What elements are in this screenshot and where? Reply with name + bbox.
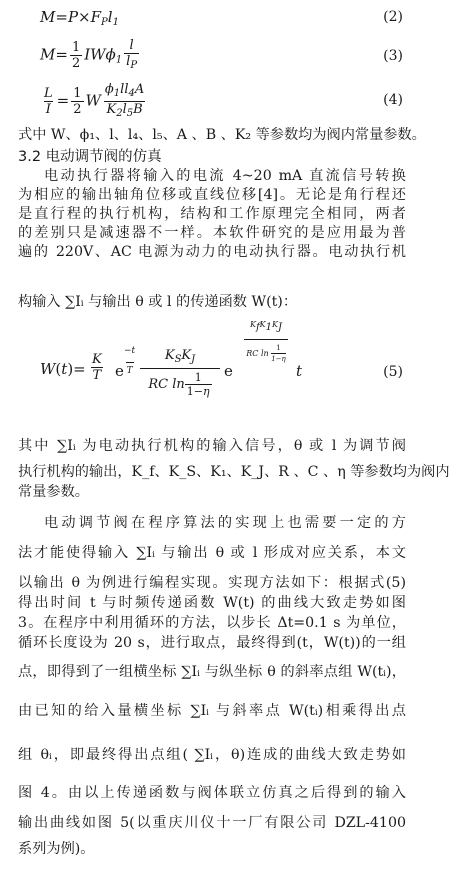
text-line: 执行机构的输出，K_f、K_S、K₁、K_J、R 、C 、η 等参数均为阀内 — [18, 464, 450, 480]
equation-5-exp-power: KfK1KJ RC ln $\frac{1}{1-\eta}$ — [236, 320, 296, 364]
equation-2-formula: $M=P\times F_Pl_1$ — [40, 8, 119, 28]
text-line: 电动执行器将输入的电流 4~20 mA 直流信号转换 — [44, 168, 406, 184]
equation-4-formula: $\frac{L}{I}$ = $\frac{1}{2}$ W $\frac{\phi_1ll_4A}{K_2l_5B}$ — [44, 82, 145, 119]
text-line: 由已知的给入量横坐标 ∑Iᵢ 与斜率点 W(tᵢ)相乘得出点 — [18, 703, 406, 719]
text-line: 组 θᵢ，即最终得出点组( ∑Iᵢ，θ)连成的曲线大致走势如 — [18, 747, 406, 763]
equation-5-fraction-main: $K_SK_J$ RC ln $\frac{1}{1-\eta}$ — [140, 348, 220, 398]
text-line: 系列为例)。 — [18, 841, 95, 857]
text-line: 是直行程的执行机构，结构和工作原理完全相同，两者 — [18, 206, 406, 222]
text-line: 循环长度设为 20 s，进行取点，最终得到(t，W(t))的一组 — [18, 635, 406, 651]
equation-5-variable-t: t — [296, 362, 303, 380]
equation-5-exp: e — [224, 362, 233, 380]
equation-3 — [0, 36, 417, 76]
text-line: 以输出 θ 为例进行编程实现。实现方法如下：根据式(5) — [18, 575, 406, 591]
text-line: 输出曲线如图 5(以重庆川仪十一厂有限公司 DZL-4100 — [18, 815, 406, 831]
text-line: 3。在程序中利用循环的方法，以步长 Δt=0.1 s 为单位， — [18, 615, 406, 631]
text-line: 电动调节阀在程序算法的实现上也需要一定的方 — [44, 515, 406, 531]
equation-3-formula: M= $\frac{1}{2}$ IWϕ$_1$ $\frac{l}{l_P}$ — [40, 38, 138, 71]
equation-5 — [0, 320, 417, 430]
equation-5-exp: e — [115, 362, 124, 380]
equation-number: (5) — [383, 364, 403, 380]
text-line: 点，即得到了一组横坐标 ∑Iᵢ 与纵坐标 θ 的斜率点组 W(tᵢ)， — [18, 664, 406, 680]
text-line: 式中 W、ϕ₁、l、l₄、l₅、A 、B 、K₂ 等参数均为阀内常量参数。 — [18, 127, 426, 143]
equation-4 — [0, 80, 417, 120]
text-line: 为相应的输出轴角位移或直线位移[4]。无论是角行程还 — [18, 187, 406, 203]
section-heading: 3.2 电动调节阀的仿真 — [18, 149, 162, 165]
equation-2 — [0, 6, 417, 28]
equation-5-fraction-k-t: $\frac{K}{T}$ — [92, 352, 102, 383]
equation-5-exp-power: −t T — [124, 346, 136, 376]
text-line: 其中 ∑Iᵢ 为电动执行机构的输入信号，θ 或 l 为调节阀 — [18, 438, 406, 454]
equation-number: (2) — [383, 9, 403, 25]
text-line: 构输入 ∑Iᵢ 与输出 θ 或 l 的传递函数 W(t)： — [18, 294, 298, 310]
text-line: 图 4。由以上传递函数与阀体联立仿真之后得到的输入 — [18, 785, 406, 801]
equation-number: (4) — [383, 92, 403, 108]
text-line: 得出时间 t 与时频传递函数 W(t) 的曲线大致走势如图 — [18, 595, 406, 611]
text-line: 常量参数。 — [18, 484, 89, 500]
equation-5-lhs: W(t)= — [40, 360, 86, 378]
equation-number: (3) — [383, 48, 403, 64]
text-line: 法才能使得输入 ∑Iᵢ 与输出 θ 或 l 形成对应关系，本文 — [18, 545, 406, 561]
text-line: 的差别只是减速器不一样。本软件研究的是应用最为普 — [18, 225, 406, 241]
text-line: 遍的 220V、AC 电源为动力的电动执行器。电动执行机 — [18, 244, 406, 260]
